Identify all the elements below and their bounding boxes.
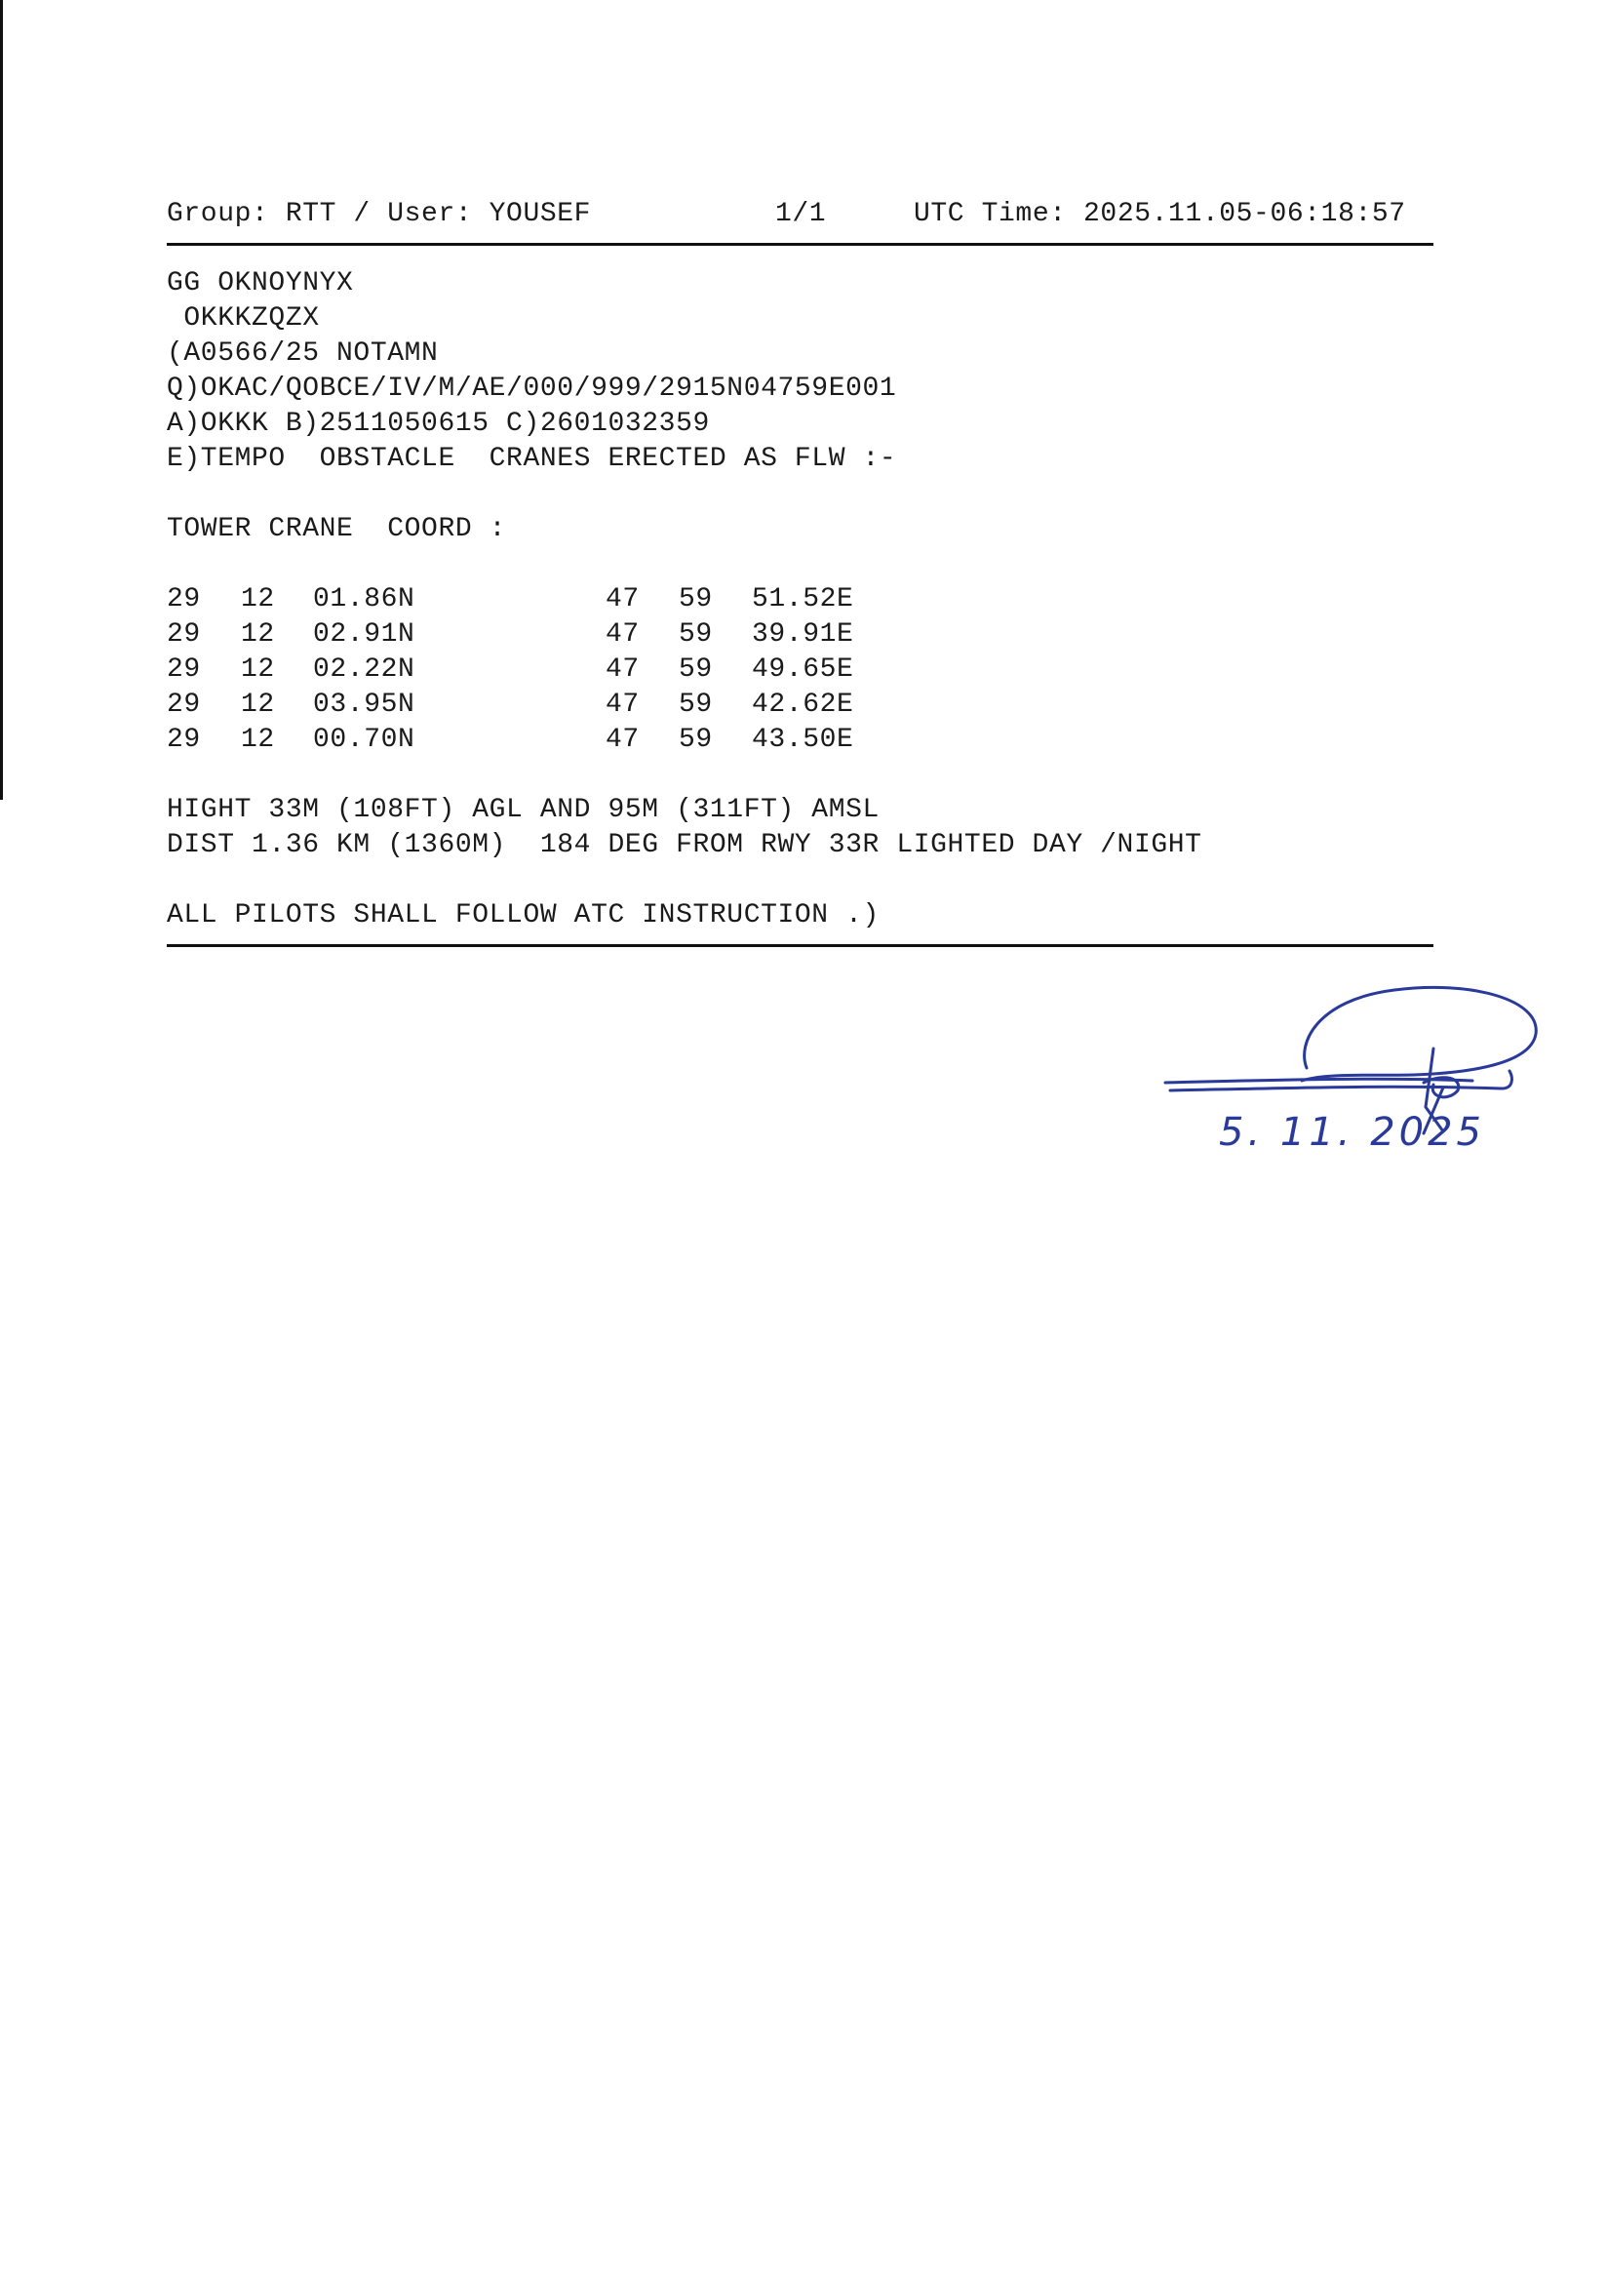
closing-line: ALL PILOTS SHALL FOLLOW ATC INSTRUCTION .) [167,900,880,930]
lon-seconds: 43.50E [752,725,854,755]
coord-row [167,688,854,723]
lat-seconds: 01.86N [313,584,415,614]
signature-date: 5. 11. 2025 [1219,1110,1486,1155]
header-page-number: 1/1 [775,199,827,229]
priority-line: GG OKNOYNYX [167,268,354,298]
lat-minutes: 12 [241,584,275,614]
lat-minutes: 12 [241,725,275,755]
lat-seconds: 03.95N [313,690,415,720]
distance-line: DIST 1.36 KM (1360M) 184 DEG FROM RWY 33R LIGHTED DAY /NIGHT [167,830,1202,860]
e-line: E)TEMPO OBSTACLE CRANES ERECTED AS FLW :- [167,444,897,474]
header-group-user: Group: RTT / User: YOUSEF [167,199,592,229]
coord-row [167,617,854,653]
bottom-rule [167,944,1433,947]
lon-seconds: 51.52E [752,584,854,614]
lon-minutes: 59 [679,619,713,650]
lon-degrees: 47 [606,725,640,755]
lon-degrees: 47 [606,584,640,614]
lon-minutes: 59 [679,690,713,720]
lon-degrees: 47 [606,690,640,720]
top-rule [167,243,1433,246]
lat-seconds: 02.22N [313,654,415,685]
header-utc-time: UTC Time: 2025.11.05-06:18:57 [914,199,1406,229]
lon-seconds: 42.62E [752,690,854,720]
lon-seconds: 49.65E [752,654,854,685]
lat-degrees: 29 [167,584,201,614]
lon-degrees: 47 [606,654,640,685]
lon-degrees: 47 [606,619,640,650]
coord-row [167,582,854,617]
scan-edge-artifact [0,0,3,800]
originator-line: OKKKZQZX [167,303,320,334]
lat-degrees: 29 [167,690,201,720]
lon-seconds: 39.91E [752,619,854,650]
lon-minutes: 59 [679,725,713,755]
coord-row [167,723,854,758]
lat-minutes: 12 [241,690,275,720]
coord-heading: TOWER CRANE COORD : [167,514,507,544]
notam-id-line: (A0566/25 NOTAMN [167,338,439,369]
abc-line: A)OKKK B)2511050615 C)2601032359 [167,409,710,439]
lat-minutes: 12 [241,619,275,650]
q-line: Q)OKAC/QOBCE/IV/M/AE/000/999/2915N04759E001 [167,374,897,404]
height-line: HIGHT 33M (108FT) AGL AND 95M (311FT) AMSL [167,795,880,825]
coord-row [167,653,854,688]
lon-minutes: 59 [679,584,713,614]
lat-seconds: 02.91N [313,619,415,650]
lon-minutes: 59 [679,654,713,685]
lat-degrees: 29 [167,654,201,685]
lat-seconds: 00.70N [313,725,415,755]
lat-degrees: 29 [167,725,201,755]
lat-minutes: 12 [241,654,275,685]
lat-degrees: 29 [167,619,201,650]
